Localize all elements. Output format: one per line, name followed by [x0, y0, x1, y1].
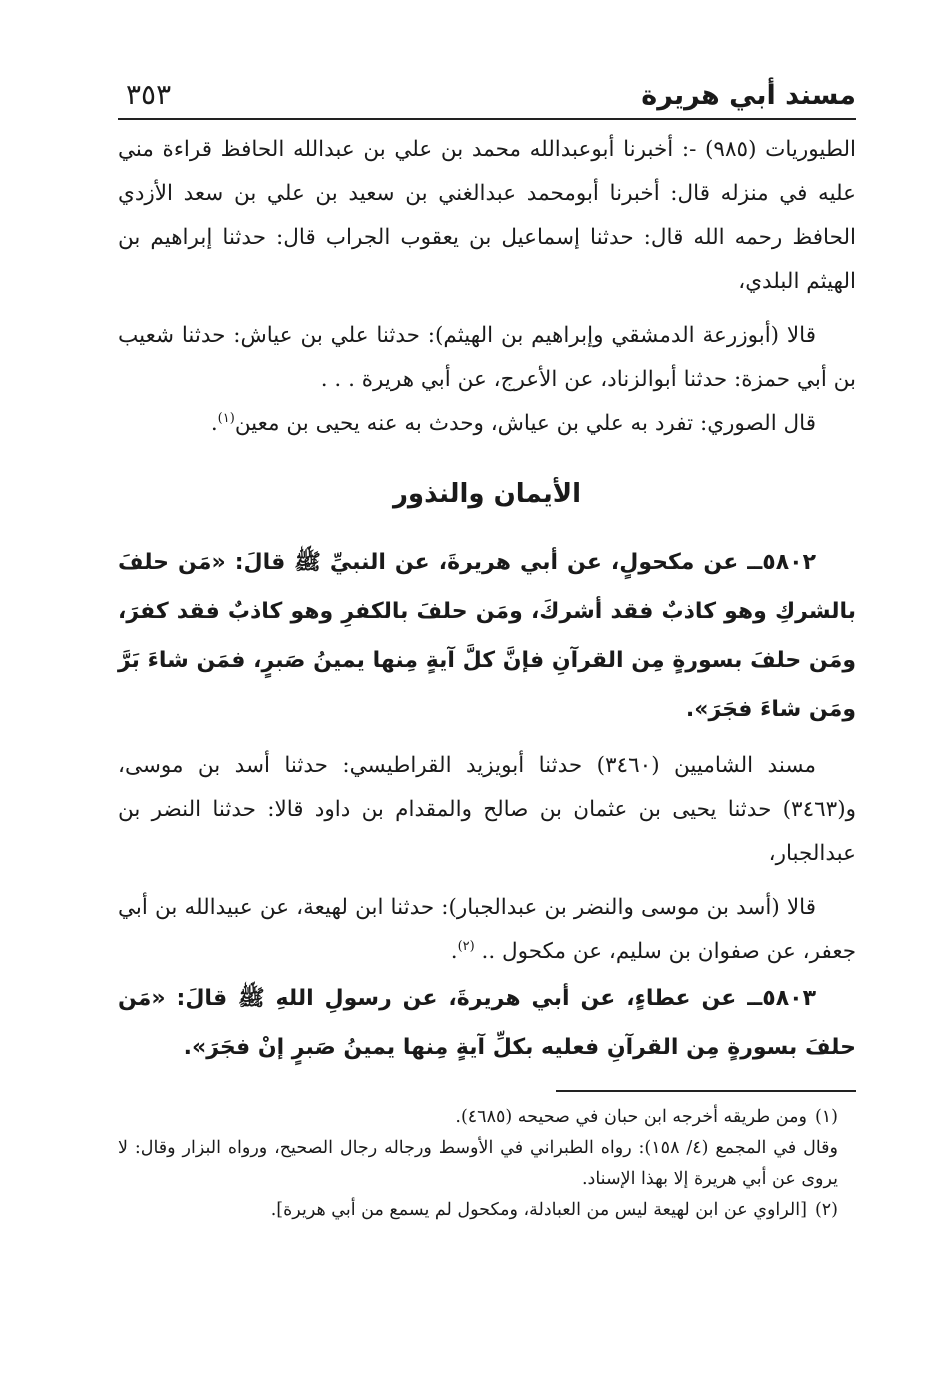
paragraph-isnad-2-end: . — [450, 939, 458, 964]
paragraph-isnad-2-text: قالا (أسد بن موسى والنضر بن عبدالجبار): حدثنا ابن لهيعة، عن عبيدالله بن أبي جعفر، عن صفوان بن سليم، عن مكحول .. — [118, 895, 856, 964]
footnote-1 — [118, 1102, 856, 1133]
footnote-1-continuation: وقال في المجمع (٤/ ١٥٨): رواه الطبراني في الأوسط ورجاله رجال الصحيح، ورواه البزار وقال: لا يروى عن أبي هريرة إلا بهذا الإسناد. — [118, 1138, 838, 1189]
paragraph-suri — [118, 402, 856, 446]
section-title: الأيمان والنذور — [392, 479, 582, 509]
footnote-ref-2: (٢) — [457, 938, 475, 954]
page-number: ٣٥٣ — [126, 78, 172, 111]
paragraph-suri-text: قال الصوري: تفرد به علي بن عياش، وحدث به عنه يحيى بن معين — [234, 411, 816, 436]
footnote-2-text: [الراوي عن ابن لهيعة ليس من العبادلة، ومكحول لم يسمع من أبي هريرة]. — [270, 1200, 807, 1220]
page-header — [118, 78, 856, 120]
footnote-ref-1: (١) — [217, 410, 235, 426]
book-page — [118, 78, 856, 1226]
footnote-1-text: ومن طريقه أخرجه ابن حبان في صحيحه (٤٦٨٥). — [455, 1107, 807, 1127]
running-title: مسند أبي هريرة — [641, 80, 856, 111]
footnote-1-number: (١) — [814, 1107, 838, 1127]
paragraph-isnad-1: قالا (أبوزرعة الدمشقي وإبراهيم بن الهيثم): حدثنا علي بن عياش: حدثنا شعيب بن أبي حمزة: حدثنا أبوالزناد، عن الأعرج، عن أبي هريرة . . . — [118, 323, 856, 392]
hadith-5802: ٥٨٠٢ــ عن مكحولٍ، عن أبي هريرةَ، عن النبيِّ ﷺ قالَ: «مَن حلفَ بالشركِ وهو كاذبٌ فقد أشركَ، ومَن حلفَ بالكفرِ وهو كاذبٌ فقد كفرَ، ومَن حلفَ بسورةٍ مِن القرآنِ فإنَّ كلَّ آيةٍ مِنها يمينُ صَبرٍ، فمَن شاءَ بَرَّ ومَن شاءَ فجَرَ». — [118, 550, 856, 722]
paragraph-musnad-shamiyyin: مسند الشاميين (٣٤٦٠) حدثنا أبويزيد القراطيسي: حدثنا أسد بن موسى، و(٣٤٦٣) حدثنا يحيى بن عثمان بن صالح والمقدام بن داود قالا: حدثنا النضر بن عبدالجبار، — [118, 753, 856, 866]
paragraph-suri-end: . — [210, 411, 218, 436]
footnote-2-number: (٢) — [814, 1200, 838, 1220]
footnote-2 — [118, 1195, 856, 1226]
paragraph-isnad-2 — [118, 886, 856, 974]
paragraph-tuyuriyat: الطيوريات (٩٨٥) -: أخبرنا أبوعبدالله محمد بن علي بن عبدالله الحافظ قراءة مني عليه في منزله قال: أخبرنا أبومحمد عبدالغني بن سعيد بن علي بن سعد الأزدي الحافظ رحمه الله قال: حدثنا إسماعيل بن يعقوب الجراب قال: حدثنا إبراهيم بن الهيثم البلدي، — [118, 137, 857, 294]
footnote-divider — [556, 1090, 856, 1092]
hadith-5803: ٥٨٠٣ــ عن عطاءٍ، عن أبي هريرةَ، عن رسولِ اللهِ ﷺ قالَ: «مَن حلفَ بسورةٍ مِن القرآنِ فعليه بكلِّ آيةٍ مِنها يمينُ صَبرٍ إنْ فجَرَ». — [118, 986, 856, 1060]
